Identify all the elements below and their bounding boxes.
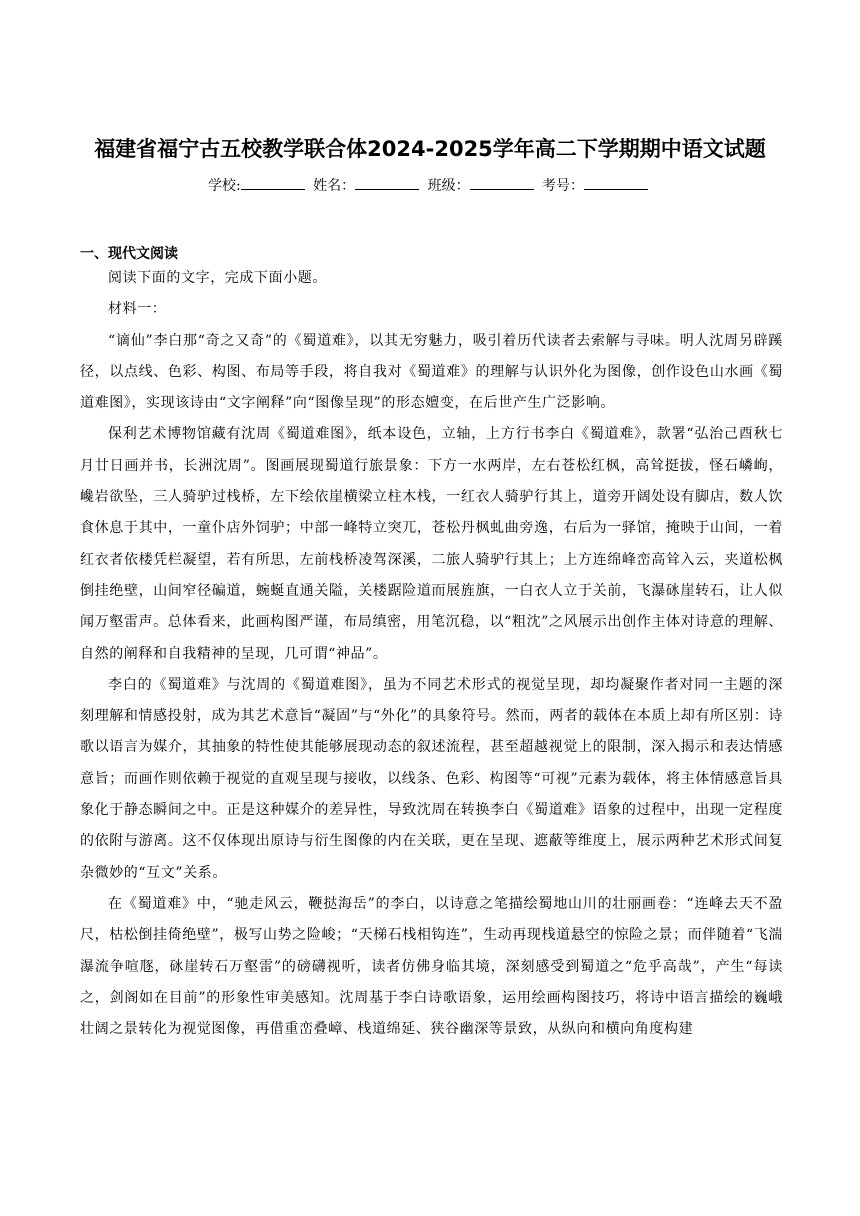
paragraph: 在《蜀道难》中，“驰走风云，鞭挞海岳”的李白，以诗意之笔描绘蜀地山川的壮丽画卷：“连峰去天不盈尺，枯松倒挂倚绝壁”，极写山势之险峻；“天梯石栈相钩连”，生动再现栈道悬空的惊险之景；而伴随着“飞湍瀑流争喧豗，砯崖转石万壑雷”的磅礴视听，读者仿佛身临其境，深刻感受到蜀道之“危乎高哉”，产生“每读之，剑阁如在目前”的形象性审美感知。沈周基于李白诗歌语象，运用绘画构图技巧，将诗中语言描绘的巍峨壮阔之景转化为视觉图像，再借重峦叠嶂、栈道绵延、狭谷幽深等景致，从纵向和横向角度构建 xyxy=(80,895,783,1038)
material-label: 材料一： xyxy=(108,301,167,318)
paragraph: 保利艺术博物馆藏有沈周《蜀道难图》，纸本设色，立轴，上方行书李白《蜀道难》，款署“弘治己酉秋七月廿日画并书，长洲沈周”。图画展现蜀道行旅景象：下方一水两岸，左右苍松红枫，高耸挺拔，怪石嶙峋，巉岩欲坠，三人骑驴过栈桥，左下绘依崖横梁立柱木栈，一红衣人骑驴行其上，道旁开阔处设有脚店，数人饮食休息于其中，一童仆店外饲驴；中部一峰特立突兀，苍松丹枫虬曲旁逸，右后为一驿馆，掩映于山间，一着红衣者依楼凭栏凝望，若有所思，左前栈桥凌驾深溪，二旅人骑驴行其上；上方连绵峰峦高耸入云，夹道松枫倒挂绝壁，山间窄径碥道，蜿蜒直通关隘，关楼踞险道而展旌旗，一白衣人立于关前，飞瀑砯崖转石，让人似闻万壑雷声。总体看来，此画构图严谨，布局缜密，用笔沉稳，以“粗沈”之风展示出创作主体对诗意的理解、自然的阐释和自我精神的呈现，几可谓“神品”。 xyxy=(80,426,783,662)
student-info-line xyxy=(0,175,860,195)
paragraph: 李白的《蜀道难》与沈周的《蜀道难图》，虽为不同艺术形式的视觉呈现，却均凝聚作者对同一主题的深刻理解和情感投射，成为其艺术意旨“凝固”与“外化”的具象符号。然而，两者的载体在本质上却有所区别：诗歌以语言为媒介，其抽象的特性使其能够展现动态的叙述流程，甚至超越视觉上的限制，深入揭示和表达情感意旨；而画作则依赖于视觉的直观呈现与接收，以线条、色彩、构图等“可视”元素为载体，将主体情感意旨具象化于静态瞬间之中。正是这种媒介的差异性，导致沈周在转换李白《蜀道难》语象的过程中，出现一定程度的依附与游离。这不仅体现出原诗与衍生图像的内在关联，更在呈现、遮蔽等维度上，展示两种艺术形式间复杂微妙的“互文”关系。 xyxy=(80,676,783,881)
paragraph: “谪仙”李白那“奇之又奇”的《蜀道难》，以其无穷魅力，吸引着历代读者去索解与寻味。明人沈周另辟蹊径，以点线、色彩、构图、布局等手段，将自我对《蜀道难》的理解与认识外化为图像，创作设色山水画《蜀道难图》，实现该诗由“文字阐释”向“图像呈现”的形态嬗变，在后世产生广泛影响。 xyxy=(80,332,783,412)
document-title: 福建省福宁古五校教学联合体2024-2025学年高二下学期期中语文试题 xyxy=(94,137,766,161)
class-label: 班级： xyxy=(427,178,470,194)
exam-number-blank[interactable] xyxy=(584,177,648,190)
name-blank[interactable] xyxy=(355,177,419,190)
section-heading: 一、现代文阅读 xyxy=(80,246,178,262)
reading-passage xyxy=(80,263,783,1045)
school-blank[interactable] xyxy=(241,177,305,190)
school-label: 学校: xyxy=(207,178,241,194)
instruction-text: 阅读下面的文字，完成下面小题。 xyxy=(108,270,327,286)
name-label: 姓名： xyxy=(313,178,356,194)
exam-number-label: 考号： xyxy=(542,178,585,194)
class-blank[interactable] xyxy=(470,177,534,190)
